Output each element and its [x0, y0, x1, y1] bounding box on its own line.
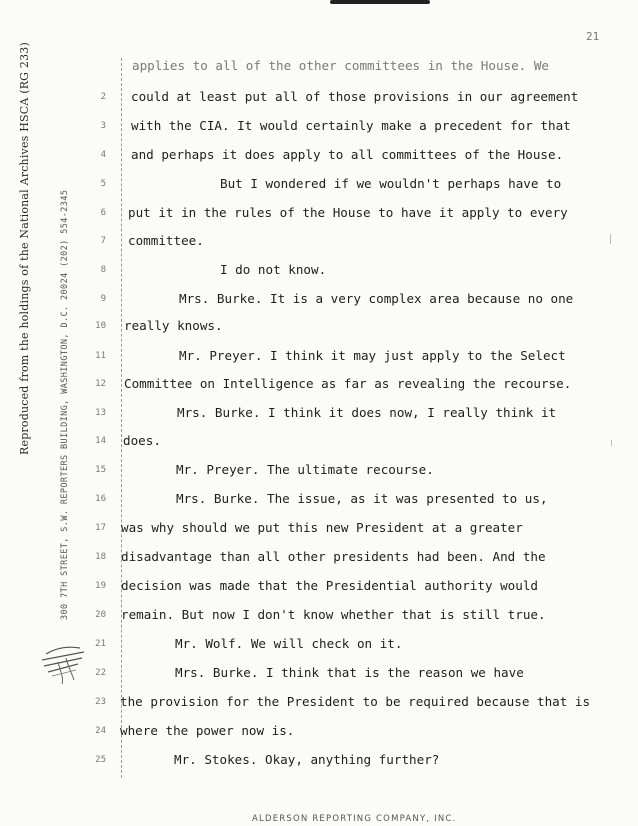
line-text: really knows.	[124, 318, 223, 333]
line-text: Mrs. Burke. The issue, as it was presented to us,	[176, 491, 548, 506]
line-number: 13	[95, 408, 106, 418]
line-text: committee.	[128, 233, 204, 248]
transcript-line	[0, 636, 638, 656]
line-number: 17	[95, 523, 106, 533]
line-number: 11	[95, 351, 106, 361]
line-number: 9	[100, 294, 106, 304]
line-number: 16	[95, 494, 106, 504]
transcript-line	[0, 205, 638, 225]
transcript-line	[0, 752, 638, 772]
line-text: could at least put all of those provisions in our agreement	[131, 89, 579, 104]
transcript-line	[0, 376, 638, 396]
line-text: was why should we put this new President at a greater	[121, 520, 523, 535]
line-text: Mrs. Burke. I think that is the reason we have	[175, 665, 524, 680]
transcript-line	[0, 291, 638, 311]
line-text: and perhaps it does apply to all committees of the House.	[131, 147, 564, 162]
transcript-line	[0, 176, 638, 196]
reporting-company-footer: ALDERSON REPORTING COMPANY, INC.	[252, 814, 457, 824]
transcript-line	[0, 462, 638, 482]
line-number: 19	[95, 581, 106, 591]
transcript-line	[0, 433, 638, 453]
transcript-line	[0, 578, 638, 598]
line-text: decision was made that the Presidential authority would	[121, 578, 539, 593]
line-number: 8	[100, 265, 106, 275]
transcript-line	[0, 549, 638, 569]
transcript-line	[0, 665, 638, 685]
line-number: 24	[95, 726, 106, 736]
transcript-line	[0, 348, 638, 368]
transcript-line	[0, 58, 638, 78]
transcript-line	[0, 118, 638, 138]
line-text: where the power now is.	[120, 723, 295, 738]
page-number: 21	[586, 30, 600, 43]
line-text: applies to all of the other committees in the House. We	[132, 58, 550, 73]
line-text: Mrs. Burke. I think it does now, I really think it	[177, 405, 557, 420]
transcript-line	[0, 520, 638, 540]
line-text: Mrs. Burke. It is a very complex area because no one	[179, 291, 574, 306]
reporter-address-label: 300 7TH STREET, S.W. REPORTERS BUILDING, WASHINGTON, D.C. 20024 (202) 554-2345	[60, 189, 70, 620]
line-number: 2	[100, 92, 106, 102]
line-number: 15	[95, 465, 106, 475]
line-text: the provision for the President to be required because that is	[120, 694, 591, 709]
transcript-line	[0, 723, 638, 743]
line-number: 14	[95, 436, 106, 446]
line-number: 7	[100, 236, 106, 246]
transcript-line	[0, 405, 638, 425]
transcript-line	[0, 147, 638, 167]
line-number: 23	[95, 697, 106, 707]
line-number: 10	[95, 321, 106, 331]
line-text: But I wondered if we wouldn't perhaps have to	[220, 176, 562, 191]
transcript-line	[0, 491, 638, 511]
archive-side-label: Reproduced from the holdings of the National Archives HSCA (RG 233)	[18, 42, 31, 455]
line-number: 20	[95, 610, 106, 620]
line-text: Mr. Preyer. The ultimate recourse.	[176, 462, 434, 477]
line-text: does.	[123, 433, 161, 448]
line-text: remain. But now I don't know whether that is still true.	[121, 607, 546, 622]
line-text: with the CIA. It would certainly make a precedent for that	[131, 118, 571, 133]
line-number: 6	[100, 208, 106, 218]
line-number: 22	[95, 668, 106, 678]
line-number: 3	[100, 121, 106, 131]
transcript-line	[0, 694, 638, 714]
line-text: Mr. Stokes. Okay, anything further?	[174, 752, 440, 767]
transcript-line	[0, 262, 638, 282]
line-number: 18	[95, 552, 106, 562]
line-number: 12	[95, 379, 106, 389]
line-number: 25	[95, 755, 106, 765]
line-text: Mr. Wolf. We will check on it.	[175, 636, 403, 651]
transcript-line	[0, 89, 638, 109]
transcript-line	[0, 233, 638, 253]
transcript-line	[0, 318, 638, 338]
line-number: 21	[95, 639, 106, 649]
line-text: Committee on Intelligence as far as revealing the recourse.	[124, 376, 572, 391]
top-scan-mark	[330, 0, 430, 4]
line-number: 5	[100, 179, 106, 189]
line-text: Mr. Preyer. I think it may just apply to the Select	[179, 348, 566, 363]
line-text: put it in the rules of the House to have it apply to every	[128, 205, 568, 220]
transcript-line	[0, 607, 638, 627]
line-text: disadvantage than all other presidents had been. And the	[121, 549, 546, 564]
line-text: I do not know.	[220, 262, 327, 277]
line-number: 4	[100, 150, 106, 160]
